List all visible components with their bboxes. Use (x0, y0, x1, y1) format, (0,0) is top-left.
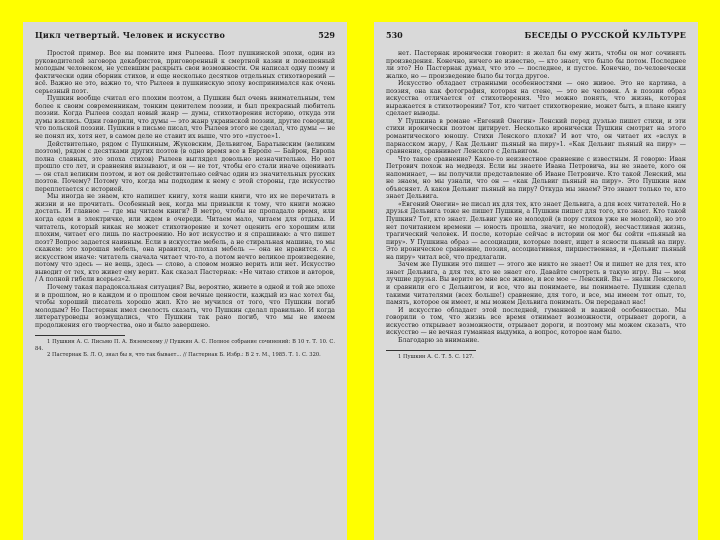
left-footnote-divider (35, 335, 125, 336)
right-page-header (386, 30, 686, 40)
right-footnote-1: 1 Пушкин А. С. Т. 5. С. 127. (398, 354, 474, 361)
right-page-number: 530 (386, 30, 403, 40)
left-page-number: 529 (318, 30, 335, 40)
left-footnote-2: 2 Пастернак Б. Л. О, знал бы я, что так бывает... // Пастернак Б. Избр.: В 2 т. М., 1985. Т. 1. С. 320. (47, 352, 321, 359)
right-paragraph-2: Искусство обладает странными особенностями — оно живое. Это не картина, а поэзия, она как фотография, которая на стене, — это не человек. А в поэзии образ искусства отличается от стихотворения. Что можно понять, что жизнь, которая выражается в стихотворении? Тот, кто читает стихотворение, может быть, в плане книгу сделает выводы. (386, 80, 686, 118)
right-paragraph-6: Зачем же Пушкин это пишет — этого же никто не знает! Он и пишет не для тех, кто знает Дельвига, а для тех, кто не знает его. Давайте смотреть в такую игру. Вы — мои лучшие друзья. Вы верите во мне все живое, и все мое — Ленский. Вы — знали Ленского, и сравнили его с Дельвигом, и все, что вы понимаете, вы понимаете. Пушкин сделал такими читателями (всех больше!) сравнение, для того, и все, мы имеем тот опыт, то, память, которое он имеет, и мы можем Дельвига понимать. Он передавал нас! (386, 261, 686, 307)
left-page (23, 22, 347, 540)
left-header-title: Цикл четвертый. Человек и искусство (35, 30, 226, 40)
right-header-title: БЕСЕДЫ О РУССКОЙ КУЛЬТУРЕ (524, 30, 686, 40)
left-paragraph-2: Пушкин вообще считал его плохим поэтом, а Пушкин был очень внимательным, тем более к своим современникам, тонким ценителем поэзии, и был прекрасный любитель поэзии. Когда Рылеев создал новый жанр — думы, стихотворения историю, откуда эти думы взялись. Одни говорили, что думы — это жанр украинской поэзии, другие говорили, что польской поэзии. Пушкин в письме писал, что Рылеев этого не сделал, что думы — не не понял их, хотя нет, в самом деле не ставит их выше, что это «пустое»1. (35, 95, 335, 141)
right-page (374, 22, 698, 540)
right-footnote-divider (386, 350, 476, 351)
left-paragraph-4: Мы иногда не знаем, кто напишет книгу, хотя наши книги, что их не перечитать в жизни и не прочитать. Особенный век, когда мы привыкли к тому, что книги можно достать. И главное — где мы читаем книги? В метро, чтобы не пропадало время, или когда едем в электричке, или ждем в очереди. Читаем мало, читаем для отдыха. И читатель, который никак не может стихотворение и хочет оценить его хорошим или плохим, читает его лишь по настроению. Но вот искусство и я спрашиваю: а что пишет поэт? Вопрос задается наивным. Если в искусстве мебель, а не стиральная машина, то мы скажем: это хорошая мебель, она нравится, плохая мебель — она не нравится. А с искусством иначе: читатель сначала читает что-то, а потом нечто великое произведение, потому что здесь — не вещь, здесь — слово, а словом можно верить или нет. Искусство выводит от тех, кто живет ему верит. Как сказал Пастернак: «Не читаю стихов и авторов, / А полной гибели всерьез»2. (35, 193, 335, 284)
right-closing-line: Благодарю за внимание. (398, 336, 480, 344)
right-paragraph-5: «Евгений Онегин» не писал их для тех, кто знает Дельвига, а для всех читателей. Но в друзья Дельвига тоже не пишет Пушкин, а Пушкин пишет для того, кто знает. Кто такой Пушкин? Тот, кто знает. Дельвиг уже не молодой (в пору стихов уже не молодой), но это нет почитанием времени — юность прошла, значит, не молодой), несчастливая жизнь, трагический человек. И после, которые сейчас в истории он мог бы сойти «пьяный на пиру». У Пушкина образ — ассоциации, которые ловят, ищет в ясности пьяный на пиру. Это ироническое сравнение, поэзия, ассоциативная, пиршественная, и «Дельвиг пьяный на пиру» читал всё, что предлагали. (386, 200, 686, 261)
left-paragraph-5: Почему такая парадоксальная ситуация? Вы, вероятно, живете в одной и той же эпохе и в прошлом, но в каждом и о прошлом свои вечные ценности, каждый из нас хотел бы, чтобы хороший писатель хорошо жил. Кто не мучился от того, что Пушкин погиб молодым? Но Пастернак имел смелость сказать, что Пушкин сделал правильно. И когда литературоведы возмущались, что Пушкин так рано погиб, что мы не имеем продолжения его творчества, оно и было завершено. (35, 283, 335, 329)
left-page-header (35, 30, 335, 40)
left-paragraph-3: Действительно, рядом с Пушкиным, Жуковским, Дельвигом, Баратынским (великим поэтом), рядом с десятками других поэтов (в одно время все в Европе — Байрон, Европа полна славных, это эпоха стихов) Рылеев выглядел довольно незначительно. Но вот прошло сто лет, и сравнения вызывают, и он — не тот, чтобы его стали иначе оценивать — он стал великим поэтом, и вот он действительно сейчас один из значительных русских поэтов. Почему? Потому что, когда мы подходим к нему с этой стороны, где искусство переплетается с историей. (35, 140, 335, 193)
left-paragraph-1: Простой пример. Все вы помните имя Рылеева. Поэт пушкинской эпохи, один из руководителей заговора декабристов, приговоренный к смертной казни и повешенный молодым человеком, не успевшим раскрыть свои возможности. Он написал одну поэму и фактически один сборник стихов, и еще несколько десятков отдельных стихотворений — всё. Важно не это, важно то, что Рылеев в пушкинскую эпоху воспринимался как очень серьезный поэт. (35, 50, 335, 95)
right-paragraph-4: Что такое сравнение? Какое-то неизвестное сравнение с известным. Я говорю: Иван Петрович похож на медведя. Если вы знаете Ивана Петровича, вы не знаете, кого он напоминает, — вы получили представление об Иване Петровиче. Кто такой Ленский, мы не знаем, но мы узнали, что он — «как Дельвиг пьяный на пиру». Это Пушкин нам объясняет. А каков Дельвиг пьяный на пиру? Откуда мы знаем? Это знают только те, кто знает Дельвига. (386, 155, 686, 201)
right-paragraph-3: У Пушкина в романе «Евгений Онегин» Ленский перед дуэлью пишет стихи, и эти стихи иронически поэтом цитирует. Несколько иронически Пушкин смотрит на этого романтического юношу. Стихи Ленского плохи? И вот что, он читает их «вслух в парнасском жару, / Как Дельвиг пьяный на пиру»1. «Как Дельвиг пьяный на пиру» — сравнение, сравнивает Ленского с Дельвигом. (386, 117, 686, 156)
left-footnote-1: 1 Пушкин А. С. Письмо П. А. Вяземскому // Пушкин А. С. Полное собрание сочинений: В 10 т. Т. 10. С. 84. (35, 339, 335, 352)
right-paragraph-7: И искусство обладает этой последней, гуманной и важной особенностью. Мы говорили о том, что жизнь все время отнимает возможности, отрывает дороги, а искусство открывает возможности, отрывает дороги, и поэтому мы можем сказать, что искусство — не вечная гуманная выдумка, а вопрос, которое нам было. (386, 306, 686, 337)
right-paragraph-1: нет. Пастернак иронически говорит: я желал бы ему жить, чтобы он мог сочинять произведения. Конечно, ничего не известно, — кто знает, что было бы потом. Последнее ли это? Но Пастернак думал, что это — последнее, и пустое. Конечно, по-человечески жалко, но — произведение было бы тогда другое. (386, 50, 686, 80)
